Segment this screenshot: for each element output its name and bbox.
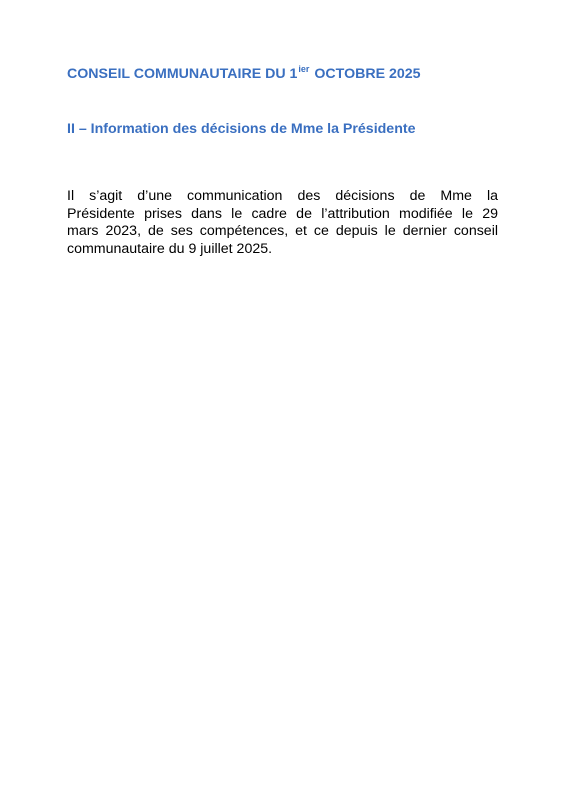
title-suffix: OCTOBRE 2025 [314, 66, 421, 82]
body-line: Il s’agit d’une communication des décisions de Mme la [67, 188, 498, 204]
body-line: mars 2023, de ses compétences, et ce depuis le dernier conseil [67, 223, 498, 240]
title-superscript: ier [298, 64, 310, 74]
body-line: communautaire du 9 juillet 2025. [67, 240, 273, 257]
title-prefix: CONSEIL COMMUNAUTAIRE DU 1 [67, 66, 298, 82]
body-line: Présidente prises dans le cadre de l’attribution modifiée le 29 [67, 205, 498, 222]
section-heading: II – Information des décisions de Mme la Présidente [67, 121, 416, 137]
body-paragraph [67, 188, 498, 258]
document-title [67, 66, 507, 82]
